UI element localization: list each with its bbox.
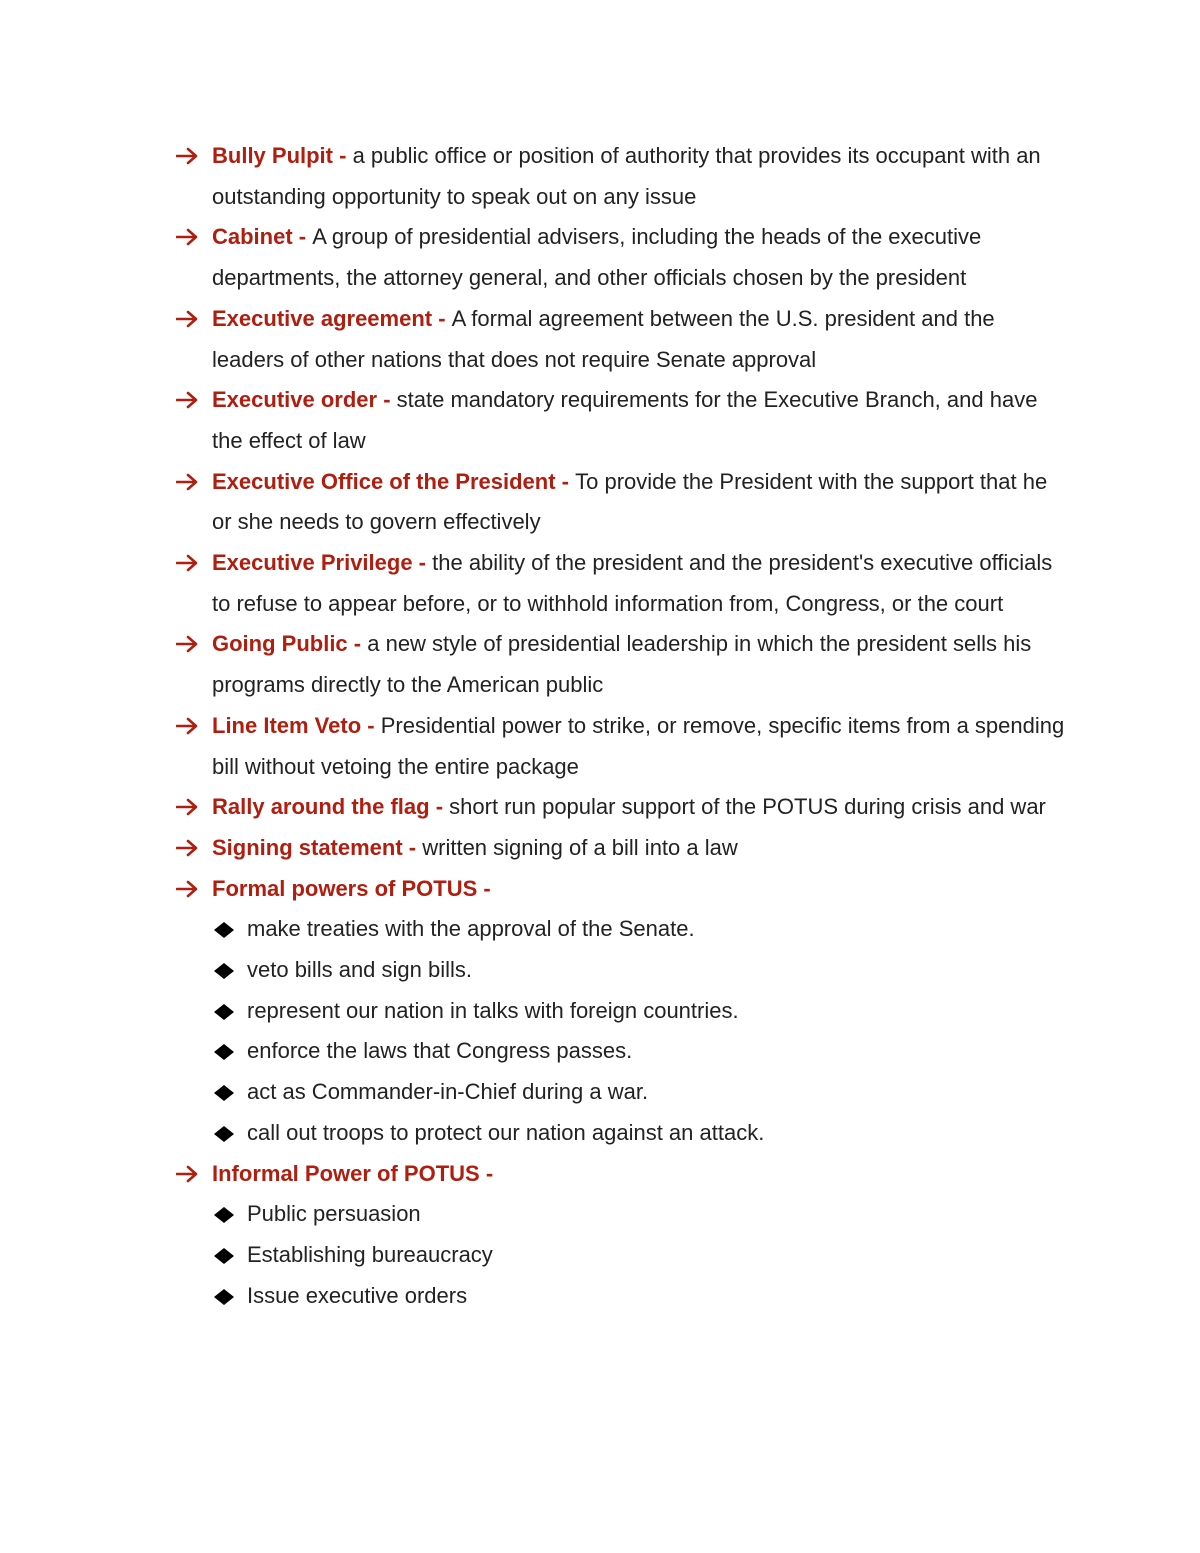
term-definition: a public office or position of authority that provides its occupant with an outstanding opportunity to speak out on any issue [212,143,1041,209]
term-separator: - [377,387,397,413]
informal-powers-list-wrapper [176,1194,1066,1316]
right-arrow-icon [176,828,206,858]
term-separator: - [333,143,353,168]
term-definition: Presidential power to strike, or remove, specific items from a spending bill without vetoing the entire package [212,712,1065,779]
diamond-icon [214,1004,234,1020]
diamond-icon [214,1248,234,1264]
term-list [176,136,1066,1316]
term-definition: To provide the President with the support that he or she needs to govern effectively [212,468,1048,535]
term-name: Rally around the flag [212,794,430,820]
list-item [212,1235,1066,1276]
right-arrow-icon [176,217,206,247]
list-item-text: Issue executive orders [247,1282,468,1308]
term-name: Going Public [212,631,348,657]
term-definition: state mandatory requirements for the Executive Branch, and have the effect of law [212,387,1038,453]
term-separator: - [432,305,452,331]
list-item [176,380,1066,461]
term-name: Cabinet [212,224,293,250]
formal-powers-section [176,869,1066,910]
informal-powers-list [176,1194,1066,1316]
term-name: Executive Office of the President [212,468,556,494]
list-item-text: call out troops to protect our nation against an attack. [247,1119,765,1145]
informal-powers-section [176,1154,1066,1195]
list-item-text: enforce the laws that Congress passes. [247,1038,633,1064]
term-definition: the ability of the president and the president's executive officials to refuse to appear before, or to withhold information from, Congress, or the court [212,550,1053,616]
right-arrow-icon [176,462,206,492]
list-item [212,1113,1066,1154]
list-item [176,787,1066,828]
list-item [212,991,1066,1032]
diamond-icon [214,1207,234,1223]
right-arrow-icon [176,299,206,329]
list-item [176,462,1066,543]
list-item-text: Establishing bureaucracy [247,1241,493,1267]
term-definition: short run popular support of the POTUS during crisis and war [449,794,1046,820]
term-separator: - [412,550,433,576]
list-item [176,217,1066,298]
right-arrow-icon [176,380,206,410]
diamond-icon [214,1044,234,1060]
term-separator: - [479,1160,494,1186]
right-arrow-icon [176,869,206,899]
term-name: Executive order [212,387,378,413]
list-item-text: act as Commander-in-Chief during a war. [247,1079,649,1105]
right-arrow-icon [176,706,206,736]
list-item-text: Public persuasion [247,1201,421,1227]
term-name: Bully Pulpit [212,143,333,168]
list-item [176,299,1066,380]
right-arrow-icon [176,1154,206,1184]
list-item [212,950,1066,991]
term-definition: written signing of a bill into a law [422,834,738,860]
list-item [176,543,1066,624]
right-arrow-icon [176,624,206,654]
diamond-icon [214,1085,234,1101]
diamond-icon [214,963,234,979]
list-item [212,1072,1066,1113]
list-item-text: make treaties with the approval of the Senate. [247,916,695,942]
term-definition: A formal agreement between the U.S. president and the leaders of other nations that does not require Senate approval [212,305,995,372]
formal-powers-list [176,909,1066,1153]
term-definition: A group of presidential advisers, including the heads of the executive departments, the attorney general, and other officials chosen by the president [212,224,982,291]
list-item [176,136,1066,217]
term-name: Executive agreement [212,305,433,331]
term-separator: - [361,712,381,738]
diamond-icon [214,922,234,938]
list-item [212,909,1066,950]
term-definition: a new style of presidential leadership in which the president sells his programs directly to the American public [212,631,1032,698]
right-arrow-icon [176,136,206,166]
term-separator: - [347,631,368,657]
diamond-icon [214,1289,234,1305]
term-name: Line Item Veto [212,712,362,738]
list-item [212,1031,1066,1072]
term-name: Executive Privilege [212,550,413,576]
term-separator: - [402,834,423,860]
list-item [212,1276,1066,1317]
list-item [176,828,1066,869]
term-separator: - [555,468,576,494]
list-item-text: represent our nation in talks with foreign countries. [247,997,739,1023]
right-arrow-icon [176,543,206,573]
list-item [176,624,1066,705]
term-name: Signing statement [212,834,403,860]
right-arrow-icon [176,787,206,817]
formal-powers-list-wrapper [176,909,1066,1153]
section-heading: Formal powers of POTUS [212,875,478,901]
list-item [176,706,1066,787]
term-separator: - [429,794,450,820]
diamond-icon [214,1126,234,1142]
section-heading: Informal Power of POTUS [212,1160,480,1186]
list-item-text: veto bills and sign bills. [247,957,473,983]
list-item [212,1194,1066,1235]
term-separator: - [292,224,313,250]
term-separator: - [477,875,491,901]
